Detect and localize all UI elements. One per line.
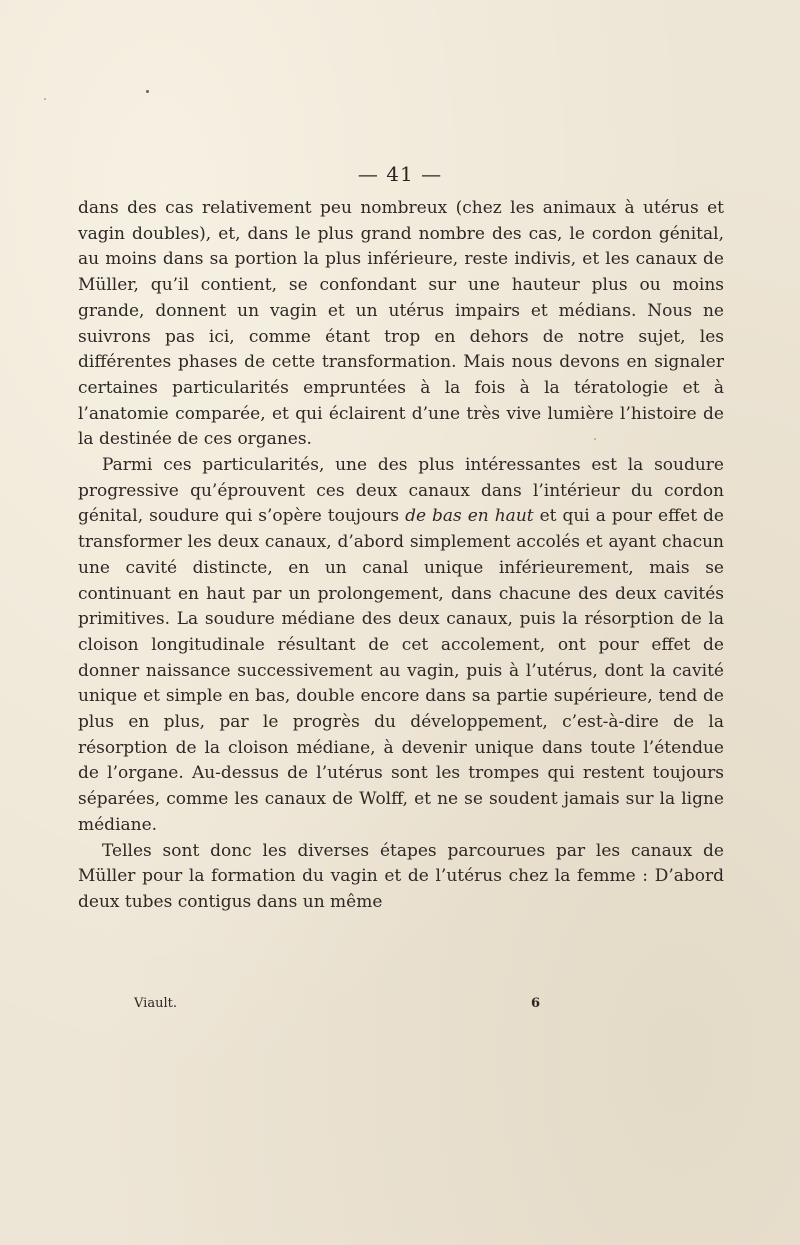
page-footer bbox=[0, 996, 800, 1016]
paragraph bbox=[78, 453, 724, 839]
footer-author: Viault. bbox=[134, 996, 177, 1011]
paper-speck bbox=[146, 90, 149, 93]
page-number: — 41 — bbox=[357, 162, 443, 186]
text-run: Telles sont donc les diverses étapes parcourues par les canaux de Müller pour la formation du vagin et de l’utérus chez la femme : D’abord deux tubes contigus dans un même bbox=[78, 840, 724, 912]
footer-signature-mark: 6 bbox=[531, 996, 541, 1011]
text-run: Parmi ces particularités, une des plus intéressantes est la soudure progressive qu’éprouvent ces deux canaux dans l’intérieur du cordon génital, soudure qui s’opère toujours bbox=[78, 455, 724, 527]
paper-speck bbox=[594, 438, 596, 440]
paragraph bbox=[78, 196, 724, 453]
italic-phrase: de bas en haut bbox=[405, 506, 534, 527]
text-run: et qui a pour effet de transformer les deux canaux, d’abord simplement accolés et ayant chacun une cavité distincte, en un canal unique inférieurement, mais se continuant en haut par un prolongement, dans chacune des deux cavités primitives. La soudure médiane des deux canaux, puis la résorption de la cloison longitudinale résultant de cet accolement, ont pour effet de donner naissance successivement au vagin, puis à l’utérus, dont la cavité unique et simple en bas, double encore dans sa partie supérieure, tend de plus en plus, par le progrès du développement, c’est-à-dire de la résorption de la cloison médiane, à devenir unique dans toute l’étendue de l’organe. Au-dessus de l’utérus sont les trompes qui restent toujours séparées, comme les canaux de Wolff, et ne se soudent jamais sur la ligne médiane. bbox=[78, 506, 724, 835]
paper-speck bbox=[44, 98, 46, 100]
text-run: dans des cas relativement peu nombreux (chez les animaux à utérus et vagin doubles), et, dans le plus grand nombre des cas, le cordon génital, au moins dans sa portion la plus inférieure, reste indivis, et les canaux de Müller, qu’il contient, se confondant sur une hauteur plus ou moins grande, donnent un vagin et un utérus impairs et médians. Nous ne suivrons pas ici, comme étant trop en dehors de notre sujet, les différentes phases de cette transformation. Mais nous devons en signaler certaines particularités empruntées à la fois à la tératologie et à l’anatomie comparée, et qui éclairent d’une très vive lumière l’histoire de la destinée de ces organes. bbox=[78, 198, 724, 450]
body-text bbox=[78, 196, 724, 916]
paragraph bbox=[78, 839, 724, 916]
